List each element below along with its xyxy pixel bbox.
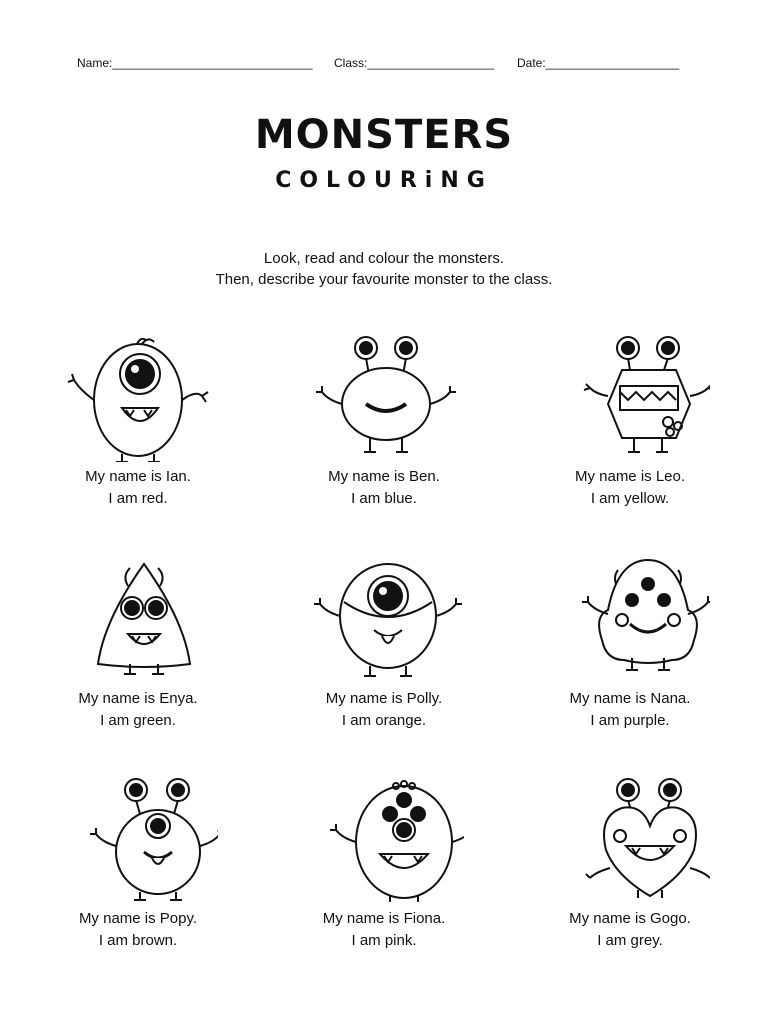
- triangle-monster-icon: [58, 554, 218, 684]
- monster-caption: [530, 466, 730, 510]
- monster-card-polly: [284, 554, 484, 732]
- monster-caption: [530, 688, 730, 732]
- monster-name-text: My name is Fiona.: [322, 910, 446, 927]
- monster-caption: [38, 908, 238, 952]
- page-subtitle: COLOURiNG: [275, 168, 493, 193]
- monster-card-nana: [530, 554, 730, 732]
- monster-color-text: I am blue.: [351, 490, 417, 507]
- one-eyed-egg-monster-icon: [304, 554, 464, 684]
- monster-name-text: My name is Nana.: [569, 690, 691, 707]
- monster-card-leo: [530, 332, 730, 510]
- monster-card-ian: [38, 332, 238, 510]
- date-field-label: Date:____________________: [517, 56, 680, 70]
- name-field-label: Name:______________________________: [77, 56, 313, 70]
- three-eyed-cloud-monster-icon: [550, 554, 710, 684]
- monster-card-gogo: [530, 774, 730, 952]
- monster-caption: [38, 466, 238, 510]
- monster-caption: [284, 466, 484, 510]
- monster-card-fiona: [284, 774, 484, 952]
- one-eyed-oval-monster-icon: [58, 332, 218, 462]
- monster-name-text: My name is Leo.: [574, 468, 686, 485]
- monster-color-text: I am yellow.: [590, 490, 670, 507]
- monster-color-text: I am grey.: [597, 932, 663, 949]
- monster-color-text: I am pink.: [351, 932, 417, 949]
- monster-name-text: My name is Enya.: [78, 690, 198, 707]
- monster-name-text: My name is Popy.: [78, 910, 198, 927]
- monster-name-text: My name is Ian.: [85, 468, 191, 485]
- hexagon-monster-icon: [550, 332, 710, 462]
- three-eyed-round-monster-icon: [58, 774, 218, 904]
- instructions-line-2: Then, describe your favourite monster to the class.: [215, 271, 553, 288]
- monster-card-popy: [38, 774, 238, 952]
- monster-name-text: My name is Gogo.: [569, 910, 691, 927]
- monster-caption: [530, 908, 730, 952]
- instructions: [0, 248, 768, 290]
- monster-caption: [38, 688, 238, 732]
- monster-color-text: I am green.: [100, 712, 176, 729]
- class-field-label: Class:___________________: [334, 56, 495, 70]
- monster-color-text: I am brown.: [98, 932, 178, 949]
- monster-caption: [284, 908, 484, 952]
- page-title: MONSTERS: [254, 112, 514, 158]
- monster-color-text: I am orange.: [341, 712, 427, 729]
- monster-color-text: I am purple.: [590, 712, 670, 729]
- monster-card-ben: [284, 332, 484, 510]
- monster-caption: [284, 688, 484, 732]
- monster-name-text: My name is Ben.: [328, 468, 440, 485]
- five-eyed-egg-monster-icon: [304, 774, 464, 904]
- instructions-line-1: Look, read and colour the monsters.: [263, 250, 505, 267]
- monster-color-text: I am red.: [108, 490, 168, 507]
- monster-card-enya: [38, 554, 238, 732]
- monster-name-text: My name is Polly.: [325, 690, 443, 707]
- heart-monster-icon: [550, 774, 710, 904]
- stalk-eyed-round-monster-icon: [304, 332, 464, 462]
